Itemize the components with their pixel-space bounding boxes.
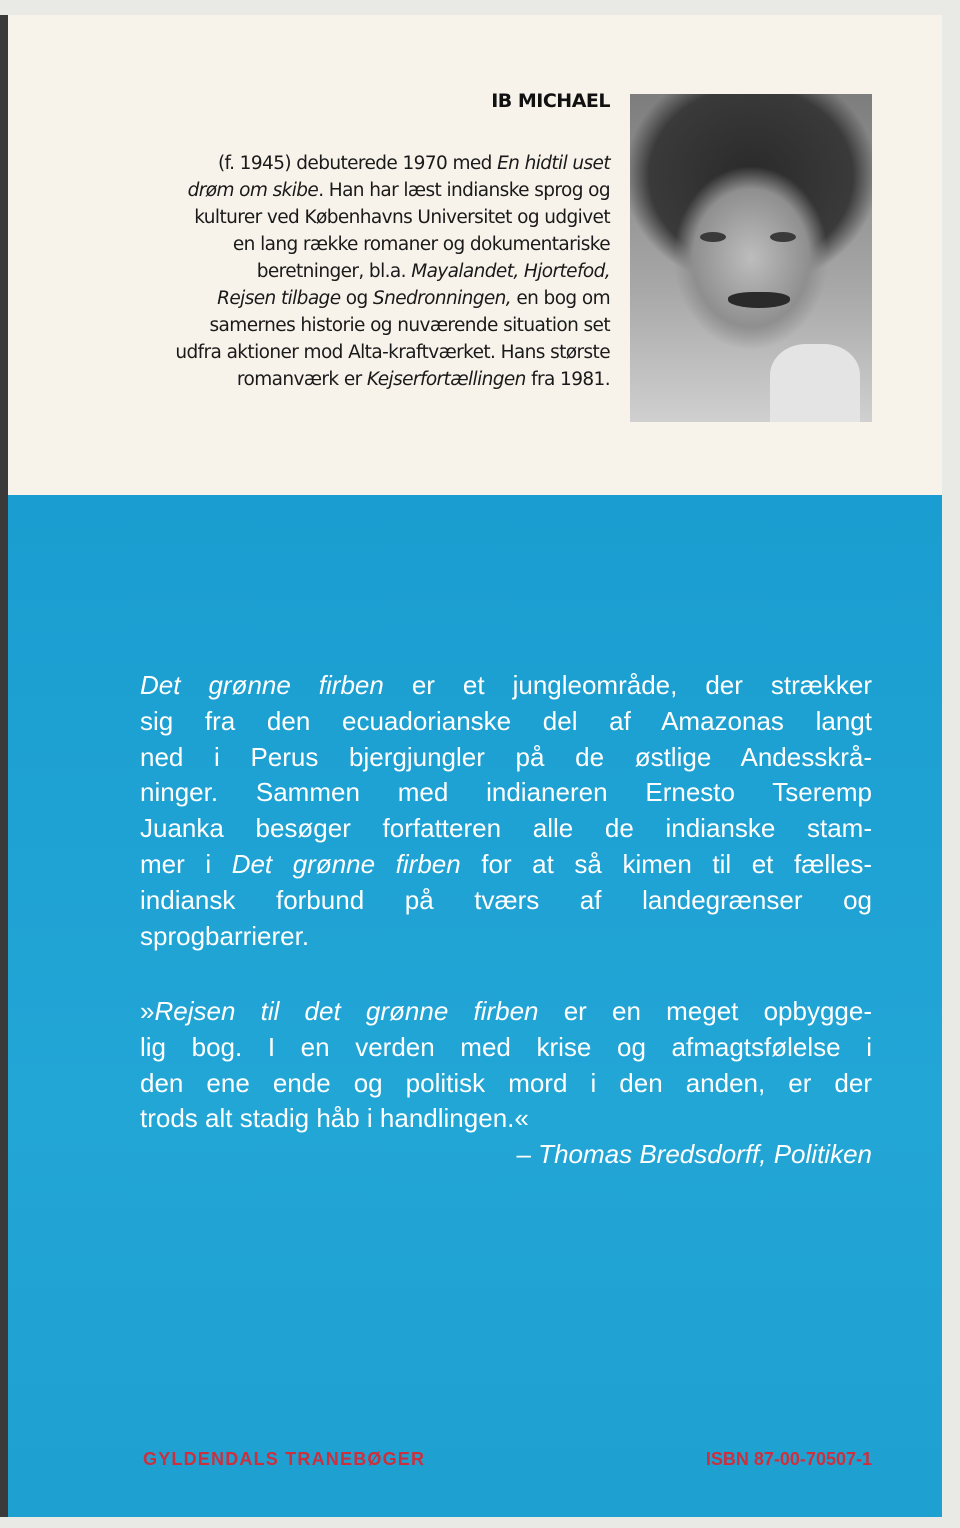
italic-title-text: Mayalandet, Hjortefod,	[411, 261, 610, 282]
text-segment: (f. 1945) debuterede 1970 med	[217, 153, 498, 174]
italic-title-text: Snedronningen,	[372, 288, 512, 309]
text-line	[130, 285, 610, 312]
italic-title-text: drøm om skibe	[187, 180, 319, 201]
photo-hand	[770, 344, 860, 422]
isbn: ISBN 87-00-70507-1	[705, 1449, 872, 1469]
publisher-imprint: GYLDENDALS TRANEBØGER	[143, 1449, 426, 1469]
text-segment: trods alt stadig håb i handlingen.«	[140, 1103, 529, 1134]
italic-title-text: En hidtil uset	[497, 153, 610, 174]
text-line	[140, 775, 872, 811]
text-segment: sprogbarrierer.	[140, 920, 310, 951]
text-segment: . Han har læst indianske sprog og	[318, 180, 610, 201]
text-line	[130, 177, 610, 204]
text-line	[140, 1066, 872, 1102]
book-spine-edge	[0, 15, 8, 1517]
text-segment: indiansk forbund på tværs af landegrænser og	[140, 884, 872, 915]
text-line	[130, 366, 610, 393]
text-segment: fra 1981.	[525, 369, 610, 390]
author-photo	[630, 94, 872, 422]
text-segment: ned i Perus bjergjungler på de østlige Andesskrå-	[140, 741, 872, 772]
text-segment: »	[140, 996, 155, 1026]
book-description	[140, 668, 872, 954]
text-line	[130, 339, 610, 366]
quote-attribution: – Thomas Bredsdorff, Politiken	[516, 1139, 872, 1170]
text-segment: er et jungleområde, der strækker	[383, 670, 873, 700]
text-line	[140, 1030, 872, 1066]
text-segment: udfra aktioner mod Alta-kraftværket. Hans største	[175, 342, 610, 363]
text-line	[140, 811, 872, 847]
italic-title-text: Det grønne firben	[231, 848, 461, 879]
text-segment: mer i	[140, 848, 232, 879]
text-segment: lig bog. I en verden med krise og afmagtsfølelse i	[140, 1031, 872, 1062]
text-line	[130, 204, 610, 231]
text-line	[140, 668, 872, 704]
italic-title-text: Kejserfortællingen	[366, 369, 526, 390]
italic-title-text: Rejsen tilbage	[217, 288, 341, 309]
text-segment: en lang række romaner og dokumentariske	[232, 234, 610, 255]
author-name: IB MICHAEL	[491, 90, 610, 112]
text-line	[140, 704, 872, 740]
text-segment: samernes historie og nuværende situation set	[209, 315, 610, 336]
text-line	[140, 1101, 872, 1137]
text-segment: ninger. Sammen med indianeren Ernesto Tseremp	[140, 777, 872, 808]
text-segment: for at så kimen til et fælles-	[460, 848, 872, 879]
text-segment: den ene ende og politisk mord i den anden, er der	[140, 1067, 872, 1098]
text-line	[130, 231, 610, 258]
text-line	[140, 919, 872, 955]
text-segment: beretninger, bl.a.	[256, 261, 412, 282]
text-segment: kulturer ved Københavns Universitet og udgivet	[194, 207, 610, 228]
review-quote	[140, 994, 872, 1173]
photo-mustache	[728, 292, 790, 308]
photo-eye	[770, 232, 796, 242]
italic-title-text: Det grønne firben	[140, 670, 384, 700]
text-line	[140, 847, 872, 883]
author-bio	[130, 150, 610, 393]
text-segment: en bog om	[511, 288, 610, 309]
text-line	[140, 740, 872, 776]
text-segment: sig fra den ecuadorianske del af Amazonas langt	[140, 705, 872, 736]
text-segment: er en meget opbygge-	[538, 996, 872, 1026]
photo-eye	[700, 232, 726, 242]
text-line	[140, 883, 872, 919]
text-segment: romanværk er	[236, 369, 367, 390]
italic-title-text: Rejsen til det grønne firben	[154, 996, 539, 1026]
text-line	[140, 994, 872, 1030]
text-line	[130, 150, 610, 177]
text-segment: og	[340, 288, 373, 309]
text-line	[130, 312, 610, 339]
text-segment: Juanka besøger forfatteren alle de indianske stam-	[140, 813, 872, 844]
text-line	[130, 258, 610, 285]
